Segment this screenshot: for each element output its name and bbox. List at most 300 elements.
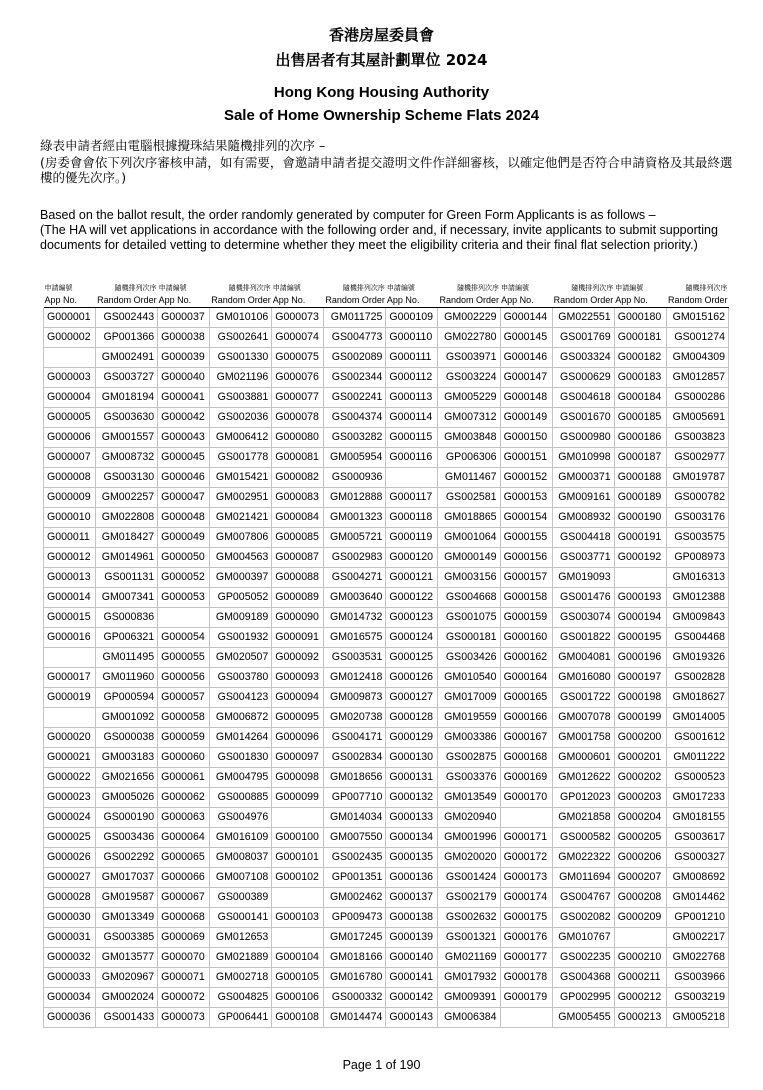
random-order-cell: GM002462 <box>324 888 386 908</box>
random-order-cell: GM012857 <box>666 368 728 388</box>
random-order-cell: GS002828 <box>666 668 728 688</box>
random-order-cell: GS002435 <box>324 848 386 868</box>
app-number-cell: G000210 <box>614 948 666 968</box>
random-order-cell: GS003630 <box>96 408 158 428</box>
random-order-cell: GS000782 <box>666 488 728 508</box>
random-order-cell: GM000601 <box>552 748 614 768</box>
random-order-cell: GM003386 <box>438 728 500 748</box>
random-order-cell: GM017233 <box>666 788 728 808</box>
app-number-cell: G000126 <box>386 668 438 688</box>
app-number-header-chinese: 申請編號 <box>501 284 530 292</box>
app-number-cell: G000027 <box>44 868 96 888</box>
app-number-cell: G000102 <box>272 868 324 888</box>
app-number-cell: G000004 <box>44 388 96 408</box>
app-number-header <box>386 283 438 308</box>
random-order-cell: GM016575 <box>324 628 386 648</box>
app-number-cell: G000112 <box>386 368 438 388</box>
app-number-header-english: App No. <box>500 293 552 308</box>
random-order-cell: GM022780 <box>438 328 500 348</box>
random-order-cell: GM017932 <box>438 968 500 988</box>
table-row <box>44 728 729 748</box>
app-number-cell: G000120 <box>386 548 438 568</box>
app-number-cell: G000058 <box>158 708 210 728</box>
app-number-cell: G000204 <box>614 808 666 828</box>
random-order-cell: GS003780 <box>210 668 272 688</box>
random-order-cell: GM001064 <box>438 528 500 548</box>
app-number-cell: G000147 <box>500 368 552 388</box>
random-order-header-chinese: 隨機排列次序 <box>228 284 271 292</box>
app-number-header-english: App No. <box>386 293 438 308</box>
app-number-cell: G000055 <box>158 648 210 668</box>
random-order-cell: GM021656 <box>96 768 158 788</box>
random-order-cell: GM014462 <box>666 888 728 908</box>
app-number-cell: G000023 <box>44 788 96 808</box>
app-number-cell: G000117 <box>386 488 438 508</box>
random-order-cell: GS002875 <box>438 748 500 768</box>
random-order-cell: GS002179 <box>438 888 500 908</box>
random-order-cell: GS003575 <box>666 528 728 548</box>
random-order-cell: GS002292 <box>96 848 158 868</box>
app-number-cell: G000196 <box>614 648 666 668</box>
app-number-cell: G000174 <box>500 888 552 908</box>
app-number-header-english: App No. <box>614 293 666 308</box>
app-number-cell: G000046 <box>158 468 210 488</box>
app-number-cell: G000164 <box>500 668 552 688</box>
random-order-header-english: Random Order <box>552 293 614 308</box>
app-number-cell: G000085 <box>272 528 324 548</box>
random-order-cell: GS003130 <box>96 468 158 488</box>
random-order-cell: GM018656 <box>324 768 386 788</box>
random-order-cell: GS003176 <box>666 508 728 528</box>
app-number-header-chinese: 申請編號 <box>272 284 301 292</box>
app-number-cell: G000158 <box>500 588 552 608</box>
random-order-cell: GM004309 <box>666 348 728 368</box>
random-order-cell: GP012023 <box>552 788 614 808</box>
random-order-cell: GP001210 <box>666 908 728 928</box>
random-order-cell: GM011467 <box>438 468 500 488</box>
random-order-cell: GS004171 <box>324 728 386 748</box>
random-order-cell: GS002641 <box>210 328 272 348</box>
random-order-cell: GS000332 <box>324 988 386 1008</box>
app-number-cell: G000150 <box>500 428 552 448</box>
random-order-cell: GP001351 <box>324 868 386 888</box>
app-number-cell: G000203 <box>614 788 666 808</box>
app-number-cell: G000057 <box>158 688 210 708</box>
random-order-cell: GP000594 <box>96 688 158 708</box>
app-number-cell: G000073 <box>158 1008 210 1028</box>
random-order-cell: GM018155 <box>666 808 728 828</box>
random-order-cell: GS000980 <box>552 428 614 448</box>
random-order-cell: GM014474 <box>324 1008 386 1028</box>
random-order-cell: GS000582 <box>552 828 614 848</box>
app-number-cell: G000059 <box>158 728 210 748</box>
app-number-header-english: App No. <box>44 293 96 308</box>
app-number-cell: G000032 <box>44 948 96 968</box>
random-order-cell: GM020967 <box>96 968 158 988</box>
app-number-cell: G000017 <box>44 668 96 688</box>
app-number-cell: G000007 <box>44 448 96 468</box>
random-order-cell: GS004271 <box>324 568 386 588</box>
app-number-cell: G000043 <box>158 428 210 448</box>
random-order-cell: GM013349 <box>96 908 158 928</box>
app-number-cell: G000091 <box>272 628 324 648</box>
app-number-cell: G000042 <box>158 408 210 428</box>
random-order-cell: GS001424 <box>438 868 500 888</box>
random-order-cell: GM002217 <box>666 928 728 948</box>
random-order-cell: GM010540 <box>438 668 500 688</box>
app-number-cell: G000206 <box>614 848 666 868</box>
app-number-cell: G000187 <box>614 448 666 468</box>
app-number-cell: G000025 <box>44 828 96 848</box>
app-number-cell: G000121 <box>386 568 438 588</box>
app-number-cell: G000209 <box>614 908 666 928</box>
random-order-cell: GM006384 <box>438 1008 500 1028</box>
app-number-cell: G000030 <box>44 908 96 928</box>
random-order-cell: GP006441 <box>210 1008 272 1028</box>
app-number-cell: G000080 <box>272 428 324 448</box>
app-number-cell <box>272 888 324 908</box>
app-number-cell: G000050 <box>158 548 210 568</box>
title-chinese-authority: 香港房屋委員會 <box>328 26 434 44</box>
random-order-cell: GS004668 <box>438 588 500 608</box>
table-row <box>44 568 729 588</box>
app-number-cell: G000034 <box>44 988 96 1008</box>
app-number-cell: G000167 <box>500 728 552 748</box>
app-number-cell: G000028 <box>44 888 96 908</box>
random-order-cell: GS002082 <box>552 908 614 928</box>
random-order-cell: GS003376 <box>438 768 500 788</box>
table-row <box>44 348 729 368</box>
app-number-cell: G000153 <box>500 488 552 508</box>
app-number-cell: G000088 <box>272 568 324 588</box>
random-order-cell: GS001830 <box>210 748 272 768</box>
app-number-cell: G000144 <box>500 308 552 328</box>
random-order-cell: GM012888 <box>324 488 386 508</box>
app-number-cell: G000176 <box>500 928 552 948</box>
app-number-cell: G000049 <box>158 528 210 548</box>
app-number-cell: G000052 <box>158 568 210 588</box>
app-number-cell: G000118 <box>386 508 438 528</box>
random-order-header <box>210 283 272 308</box>
random-order-header-english: Random Order <box>666 293 728 308</box>
random-order-header <box>324 283 386 308</box>
app-number-cell <box>44 348 96 368</box>
app-number-cell: G000207 <box>614 868 666 888</box>
app-number-cell: G000002 <box>44 328 96 348</box>
app-number-cell: G000053 <box>158 588 210 608</box>
app-number-header-chinese: 申請編號 <box>386 284 415 292</box>
app-number-header-chinese: 申請編號 <box>615 284 644 292</box>
app-number-cell: G000168 <box>500 748 552 768</box>
app-number-cell: G000010 <box>44 508 96 528</box>
random-order-cell: GS000190 <box>96 808 158 828</box>
app-number-cell <box>386 468 438 488</box>
random-order-cell: GM011495 <box>96 648 158 668</box>
random-order-cell: GS003282 <box>324 428 386 448</box>
random-order-cell: GS000936 <box>324 468 386 488</box>
app-number-cell: G000074 <box>272 328 324 348</box>
random-order-cell: GM019559 <box>438 708 500 728</box>
app-number-cell: G000064 <box>158 828 210 848</box>
app-number-cell <box>500 1008 552 1028</box>
random-order-cell: GM005954 <box>324 448 386 468</box>
app-number-cell <box>158 608 210 628</box>
random-order-cell: GS003224 <box>438 368 500 388</box>
random-order-cell: GS002241 <box>324 388 386 408</box>
random-order-cell: GM016780 <box>324 968 386 988</box>
app-number-header-english: App No. <box>272 293 324 308</box>
table-row <box>44 748 729 768</box>
app-number-cell: G000094 <box>272 688 324 708</box>
app-number-cell <box>272 808 324 828</box>
app-number-cell: G000123 <box>386 608 438 628</box>
random-order-cell: GM007312 <box>438 408 500 428</box>
app-number-cell: G000119 <box>386 528 438 548</box>
table-row <box>44 928 729 948</box>
app-number-cell: G000180 <box>614 308 666 328</box>
table-row <box>44 508 729 528</box>
table-row <box>44 688 729 708</box>
random-order-cell: GS001330 <box>210 348 272 368</box>
random-order-cell: GS001476 <box>552 588 614 608</box>
random-order-cell: GS002977 <box>666 448 728 468</box>
random-order-cell: GM008692 <box>666 868 728 888</box>
random-order-cell: GS001274 <box>666 328 728 348</box>
random-order-cell: GS002036 <box>210 408 272 428</box>
app-number-header <box>44 283 96 308</box>
random-order-header-english: Random Order <box>438 293 500 308</box>
app-number-cell: G000177 <box>500 948 552 968</box>
random-order-cell: GS001778 <box>210 448 272 468</box>
random-order-cell: GM008037 <box>210 848 272 868</box>
table-row <box>44 868 729 888</box>
app-number-cell: G000148 <box>500 388 552 408</box>
table-row <box>44 548 729 568</box>
app-number-cell: G000061 <box>158 768 210 788</box>
app-number-header <box>500 283 552 308</box>
app-number-cell: G000090 <box>272 608 324 628</box>
random-order-cell: GS000141 <box>210 908 272 928</box>
random-order-header-english: Random Order <box>96 293 158 308</box>
app-number-cell: G000054 <box>158 628 210 648</box>
random-order-cell: GM005455 <box>552 1008 614 1028</box>
app-number-cell: G000165 <box>500 688 552 708</box>
app-number-cell: G000130 <box>386 748 438 768</box>
random-order-cell: GM021889 <box>210 948 272 968</box>
table-row <box>44 768 729 788</box>
intro-english-line1: Based on the ballot result, the order randomly generated by computer for Green Form Applicants is as follows – <box>40 208 656 222</box>
random-order-cell: GM011222 <box>666 748 728 768</box>
table-row <box>44 368 729 388</box>
app-number-cell: G000142 <box>386 988 438 1008</box>
app-number-cell: G000192 <box>614 548 666 568</box>
app-number-cell: G000173 <box>500 868 552 888</box>
app-number-cell: G000095 <box>272 708 324 728</box>
random-order-cell: GP006306 <box>438 448 500 468</box>
random-order-cell: GS001722 <box>552 688 614 708</box>
app-number-cell: G000157 <box>500 568 552 588</box>
app-number-cell: G000132 <box>386 788 438 808</box>
app-number-cell: G000026 <box>44 848 96 868</box>
app-number-cell: G000038 <box>158 328 210 348</box>
random-order-cell: GM013577 <box>96 948 158 968</box>
random-order-header-chinese: 隨機排列次序 <box>457 284 500 292</box>
app-number-cell: G000141 <box>386 968 438 988</box>
table-row <box>44 968 729 988</box>
app-number-cell: G000022 <box>44 768 96 788</box>
app-number-cell: G000045 <box>158 448 210 468</box>
intro-english-line2: (The HA will vet applications in accordance with the following order and, if necessary, invite applicants to submit supporting documents for detailed vetting to determine whether they meet the eligibility criteria and their final flat selection priority.) <box>40 223 718 252</box>
table-row <box>44 588 729 608</box>
app-number-cell <box>500 808 552 828</box>
app-number-cell: G000072 <box>158 988 210 1008</box>
app-number-cell: G000172 <box>500 848 552 868</box>
random-order-cell: GM019093 <box>552 568 614 588</box>
app-number-cell: G000040 <box>158 368 210 388</box>
random-order-cell: GM012622 <box>552 768 614 788</box>
app-number-cell: G000100 <box>272 828 324 848</box>
app-number-cell: G000009 <box>44 488 96 508</box>
random-order-cell: GS002089 <box>324 348 386 368</box>
app-number-cell: G000105 <box>272 968 324 988</box>
random-order-cell: GS004618 <box>552 388 614 408</box>
app-number-cell: G000140 <box>386 948 438 968</box>
random-order-cell: GM021196 <box>210 368 272 388</box>
table-row <box>44 428 729 448</box>
app-number-cell: G000138 <box>386 908 438 928</box>
app-number-cell: G000006 <box>44 428 96 448</box>
random-order-cell: GS002983 <box>324 548 386 568</box>
random-order-cell: GS000629 <box>552 368 614 388</box>
random-order-cell: GM000397 <box>210 568 272 588</box>
random-order-cell: GM018427 <box>96 528 158 548</box>
table-row <box>44 668 729 688</box>
app-number-cell: G000082 <box>272 468 324 488</box>
random-order-cell: GM009391 <box>438 988 500 1008</box>
app-number-cell: G000106 <box>272 988 324 1008</box>
random-order-cell: GM012418 <box>324 668 386 688</box>
app-number-cell: G000021 <box>44 748 96 768</box>
random-order-cell: GM005026 <box>96 788 158 808</box>
random-order-cell: GM017245 <box>324 928 386 948</box>
app-number-cell: G000162 <box>500 648 552 668</box>
table-row <box>44 888 729 908</box>
title-english-authority: Hong Kong Housing Authority <box>273 84 490 101</box>
app-number-cell: G000099 <box>272 788 324 808</box>
app-number-cell: G000143 <box>386 1008 438 1028</box>
app-number-cell: G000111 <box>386 348 438 368</box>
random-order-cell: GM007341 <box>96 588 158 608</box>
app-number-cell: G000154 <box>500 508 552 528</box>
random-order-cell: GS004825 <box>210 988 272 1008</box>
app-number-cell: G000020 <box>44 728 96 748</box>
app-number-cell: G000003 <box>44 368 96 388</box>
random-order-cell: GS004976 <box>210 808 272 828</box>
random-order-cell: GM007806 <box>210 528 272 548</box>
app-number-cell: G000160 <box>500 628 552 648</box>
random-order-cell: GM009873 <box>324 688 386 708</box>
random-order-cell: GM009161 <box>552 488 614 508</box>
table-row <box>44 628 729 648</box>
app-number-header-chinese: 申請編號 <box>158 284 187 292</box>
app-number-cell: G000110 <box>386 328 438 348</box>
app-number-cell <box>614 928 666 948</box>
app-number-cell: G000108 <box>272 1008 324 1028</box>
random-order-cell: GM004081 <box>552 648 614 668</box>
random-order-cell: GS003823 <box>666 428 728 448</box>
app-number-cell: G000166 <box>500 708 552 728</box>
random-order-header-english: Random Order <box>324 293 386 308</box>
random-order-cell: GM004795 <box>210 768 272 788</box>
app-number-cell: G000109 <box>386 308 438 328</box>
random-order-cell: GM017009 <box>438 688 500 708</box>
random-order-cell: GS003436 <box>96 828 158 848</box>
app-number-cell: G000171 <box>500 828 552 848</box>
random-order-cell: GS000885 <box>210 788 272 808</box>
random-order-cell: GM022322 <box>552 848 614 868</box>
random-order-cell: GM003183 <box>96 748 158 768</box>
app-number-cell: G000078 <box>272 408 324 428</box>
random-order-cell: GS003219 <box>666 988 728 1008</box>
app-number-cell: G000031 <box>44 928 96 948</box>
random-order-header <box>666 283 728 308</box>
random-order-cell: GS003324 <box>552 348 614 368</box>
table-row <box>44 1008 729 1028</box>
app-number-header <box>272 283 324 308</box>
table-row <box>44 608 729 628</box>
random-order-cell: GM007550 <box>324 828 386 848</box>
app-number-cell: G000191 <box>614 528 666 548</box>
random-order-cell: GS002443 <box>96 308 158 328</box>
random-order-cell: GM020940 <box>438 808 500 828</box>
app-number-cell: G000146 <box>500 348 552 368</box>
app-number-cell: G000188 <box>614 468 666 488</box>
app-number-cell <box>44 648 96 668</box>
random-order-cell: GS000327 <box>666 848 728 868</box>
random-order-cell: GS003385 <box>96 928 158 948</box>
table-row <box>44 708 729 728</box>
random-order-cell: GS004773 <box>324 328 386 348</box>
random-order-cell: GM020020 <box>438 848 500 868</box>
random-order-cell: GM014264 <box>210 728 272 748</box>
app-number-cell: G000186 <box>614 428 666 448</box>
random-order-cell: GS001612 <box>666 728 728 748</box>
app-number-cell: G000012 <box>44 548 96 568</box>
app-number-cell: G000194 <box>614 608 666 628</box>
random-order-cell: GM008732 <box>96 448 158 468</box>
random-order-cell: GM016109 <box>210 828 272 848</box>
random-order-cell: GM003156 <box>438 568 500 588</box>
app-number-cell: G000169 <box>500 768 552 788</box>
random-order-cell: GS004418 <box>552 528 614 548</box>
app-number-cell: G000077 <box>272 388 324 408</box>
random-order-cell: GM010767 <box>552 928 614 948</box>
random-order-cell: GM018166 <box>324 948 386 968</box>
random-order-cell: GS001769 <box>552 328 614 348</box>
app-number-cell: G000199 <box>614 708 666 728</box>
random-order-cell: GM021858 <box>552 808 614 828</box>
random-order-cell: GM014961 <box>96 548 158 568</box>
app-number-cell: G000122 <box>386 588 438 608</box>
app-number-cell: G000083 <box>272 488 324 508</box>
app-number-cell: G000213 <box>614 1008 666 1028</box>
app-number-cell: G000175 <box>500 908 552 928</box>
random-order-header <box>96 283 158 308</box>
random-order-cell: GM014005 <box>666 708 728 728</box>
random-order-cell: GM002951 <box>210 488 272 508</box>
random-order-cell: GS001433 <box>96 1008 158 1028</box>
table-row <box>44 788 729 808</box>
